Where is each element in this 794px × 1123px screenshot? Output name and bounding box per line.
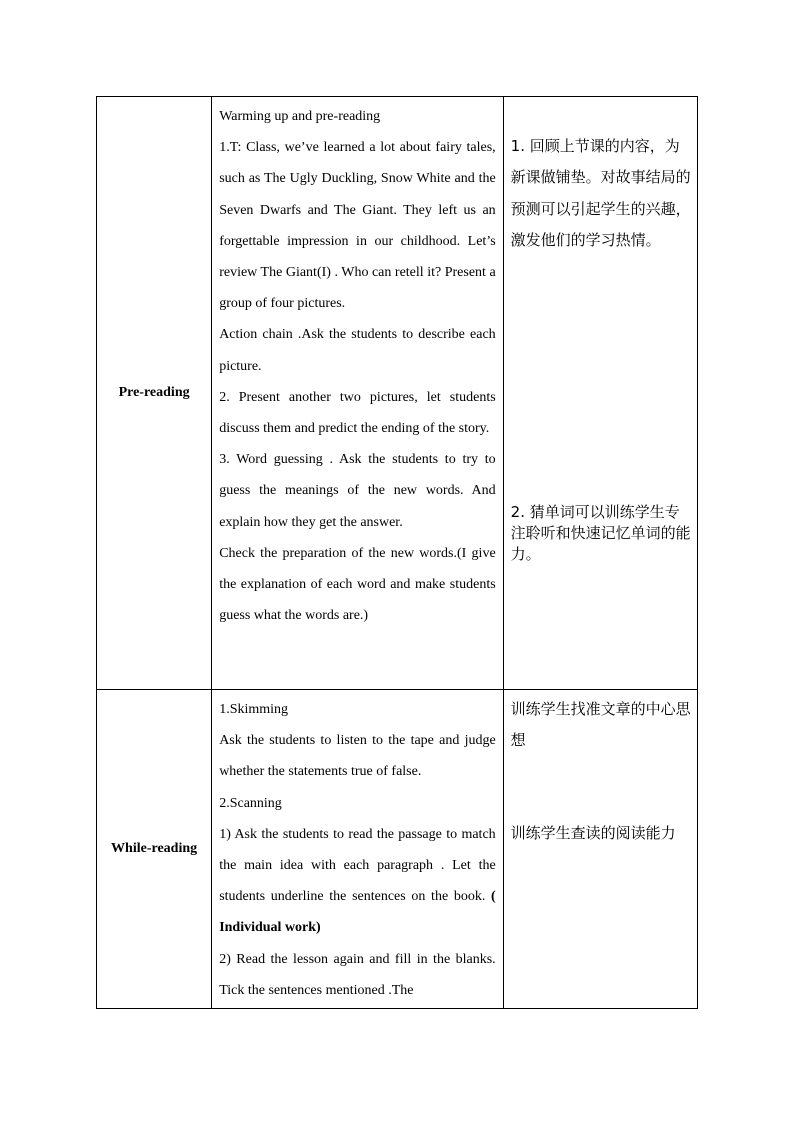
purpose-paragraph: 2. 猜单词可以训练学生专注聆听和快速记忆单词的能力。	[510, 503, 691, 563]
stage-cell-pre-reading: Pre-reading	[97, 97, 212, 690]
activity-paragraph	[219, 819, 495, 944]
purpose-paragraph: 训练学生查读的阅读能力	[510, 824, 676, 842]
while-reading-row	[97, 690, 698, 1009]
activity-cell-while-reading	[212, 690, 503, 1009]
activity-paragraph: 2.Scanning	[219, 795, 282, 811]
purpose-cell-while-reading	[503, 690, 697, 1009]
purpose-cell-pre-reading	[503, 97, 697, 690]
activity-paragraph: 1.T: Class, we’ve learned a lot about fairy tales, such as The Ugly Duckling, Snow White and the Seven Dwarfs and The Giant. They left us an forgettable impression in our childhood. Let’s review The Giant(I) . Who can retell it? Present a group of four pictures.	[219, 140, 496, 312]
activity-paragraph: 1.Skimming	[219, 702, 289, 717]
activity-text: 1) Ask the students to read the passage to match the main idea with each paragraph . Let the students underline the sentences on the book.	[219, 826, 496, 905]
individual-work-label: ( Individual work)	[219, 889, 496, 936]
activity-paragraph: 3. Word guessing . Ask the students to try to guess the meanings of the new words. And explain how they get the answer.	[219, 452, 496, 530]
activity-cell-pre-reading	[212, 97, 503, 690]
activity-paragraph: Action chain .Ask the students to describe each picture.	[219, 327, 496, 374]
pre-reading-row	[97, 97, 698, 690]
activity-paragraph: 2. Present another two pictures, let students discuss them and predict the ending of the story.	[219, 389, 496, 437]
activity-heading: Warming up and pre-reading	[219, 109, 381, 124]
stage-cell-while-reading: While-reading	[97, 690, 212, 1009]
activity-paragraph: Ask the students to listen to the tape and judge whether the statements true of false.	[219, 733, 496, 780]
purpose-paragraph: 1. 回顾上节课的内容，为新课做铺垫。对故事结局的预测可以引起学生的兴趣，激发他们的学习热情。	[510, 137, 691, 249]
purpose-paragraph: 训练学生找准文章的中心思想	[510, 700, 691, 750]
activity-paragraph: 2) Read the lesson again and fill in the blanks. Tick the sentences mentioned .The	[219, 951, 496, 998]
activity-paragraph: Check the preparation of the new words.(I give the explanation of each word and make students guess what the words are.)	[219, 545, 496, 624]
lesson-plan-table	[96, 96, 698, 1009]
